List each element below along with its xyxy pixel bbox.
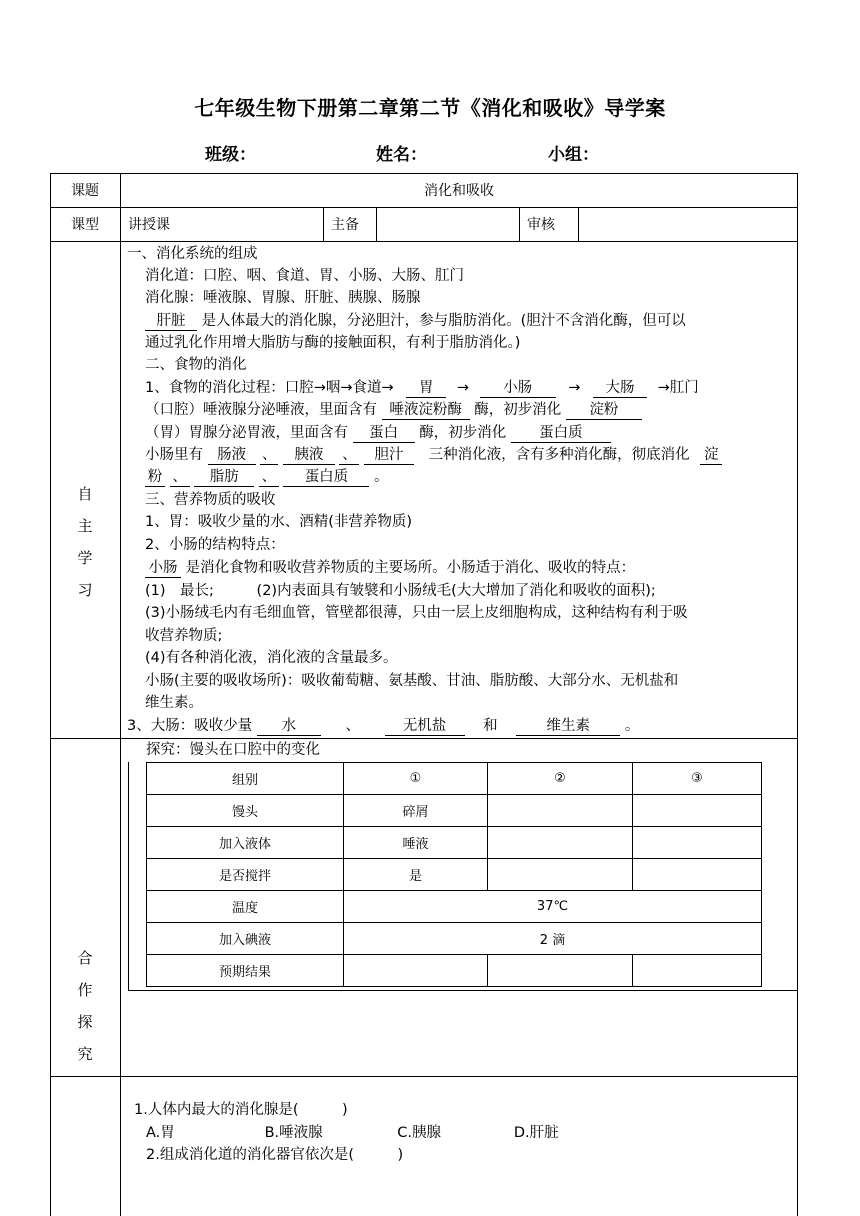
table-row	[147, 859, 762, 891]
name-label: 姓名：	[376, 145, 427, 165]
question-2: 2.组成消化道的消化器官依次是( )	[146, 1147, 404, 1163]
table-header-cell: ①	[344, 763, 488, 795]
section-label-self-study: 自 主 学 习	[77, 485, 93, 599]
table-cell: 是	[344, 859, 488, 891]
text-line: 1、胃：吸收少量的水、酒精(非营养物质)	[145, 514, 413, 530]
answer-blank: 肝脏	[145, 313, 197, 331]
text-line: (1) 最长; (2)内表面具有皱襞和小肠绒毛(大大增加了消化和吸收的面积);	[145, 583, 656, 599]
table-row	[147, 795, 762, 827]
document-title: 七年级生物下册第二章第二节《消化和吸收》导学案	[194, 96, 666, 120]
grid-line	[50, 1076, 798, 1077]
section-heading: 二、食物的消化	[145, 357, 247, 373]
table-row	[147, 955, 762, 987]
review-label: 审核	[527, 217, 555, 233]
text-line: (3)小肠绒毛内有毛细血管，管壁都很薄，只由一层上皮细胞构成，这种结构有利于吸	[145, 605, 688, 621]
table-header-cell: 组别	[147, 763, 344, 795]
answer-blank: 脂肪	[194, 469, 254, 487]
table-cell	[488, 955, 633, 987]
text-line: （胃）胃腺分泌胃液，里面含有 蛋白 酶，初步消化 蛋白质	[145, 422, 811, 444]
section-label-cooperative: 合 作 探 究	[77, 949, 93, 1063]
text-line: 3、大肠：吸收少量 水 、 无机盐 和 维生素 。	[127, 718, 640, 734]
table-cell	[488, 795, 633, 827]
answer-blank: 胃	[406, 380, 446, 398]
text-line: 1、食物的消化过程：口腔→咽→食道→ 胃 → 小肠 → 大肠 →肛门	[145, 380, 699, 396]
table-row	[147, 763, 762, 795]
answer-blank: 小肠	[480, 380, 556, 398]
answer-blank: 肠液	[208, 447, 256, 465]
answer-blank: 大肠	[593, 380, 647, 398]
grid-line	[578, 207, 579, 241]
text-line: （口腔）唾液腺分泌唾液，里面含有 唾液淀粉酶 酶，初步消化 淀粉	[145, 399, 811, 421]
row-label: 加入碘液	[147, 923, 344, 955]
type-label: 课型	[71, 217, 99, 233]
answer-blank: 粉	[145, 469, 165, 487]
option-b: B.唾液腺	[264, 1125, 323, 1141]
option-c: C.胰腺	[397, 1125, 441, 1141]
row-label: 加入液体	[147, 827, 344, 859]
text-line: 小肠(主要的吸收场所)：吸收葡萄糖、氨基酸、甘油、脂肪酸、大部分水、无机盐和	[145, 673, 679, 689]
table-cell	[633, 955, 762, 987]
class-label: 班级：	[205, 145, 256, 165]
question-1: 1.人体内最大的消化腺是( )	[134, 1102, 348, 1118]
answer-blank: 淀粉	[566, 402, 642, 420]
answer-blank: 胆汁	[364, 447, 414, 465]
table-cell	[633, 859, 762, 891]
text-line: 小肠里有 肠液 、 胰液 、 胆汁 三种消化液，含有多种消化酶，彻底消化 淀	[145, 444, 811, 466]
text-line: (4)有各种消化液，消化液的含量最多。	[145, 650, 398, 666]
table-cell	[633, 827, 762, 859]
prep-label: 主备	[331, 217, 359, 233]
answer-blank: 蛋白质	[283, 469, 369, 487]
text-line: 通过乳化作用增大脂肪与酶的接触面积，有利于脂肪消化。)	[145, 335, 521, 351]
answer-blank: 维生素	[516, 718, 620, 736]
text-line: 粉 、 脂肪 、 蛋白质 。	[145, 466, 811, 488]
table-cell: 2 滴	[344, 923, 762, 955]
answer-blank: 蛋白质	[511, 425, 611, 443]
row-label: 馒头	[147, 795, 344, 827]
group-label: 小组：	[548, 145, 599, 165]
option-a: A.胃	[146, 1125, 175, 1141]
text-line: 肝脏 是人体最大的消化腺，分泌胆汁，参与脂肪消化。(胆汁不含消化酶，但可以	[145, 310, 811, 332]
grid-line	[120, 173, 121, 1216]
table-row	[147, 891, 762, 923]
topic-value: 消化和吸收	[424, 183, 494, 199]
text-line: 2、小肠的结构特点：	[145, 537, 285, 553]
experiment-heading: 探究：馒头在口腔中的变化	[146, 742, 320, 758]
answer-blank: 胰液	[283, 447, 335, 465]
grid-line	[376, 207, 377, 241]
grid-line	[50, 207, 798, 208]
table-cell: 碎屑	[344, 795, 488, 827]
experiment-table	[146, 762, 762, 987]
row-label: 温度	[147, 891, 344, 923]
answer-blank: 淀	[700, 447, 722, 465]
answer-blank: 水	[257, 718, 321, 736]
table-row	[147, 827, 762, 859]
grid-line	[519, 207, 520, 241]
table-cell	[633, 795, 762, 827]
answer-blank: 小肠	[145, 560, 181, 578]
table-row	[147, 923, 762, 955]
answer-blank: 蛋白	[353, 425, 415, 443]
table-cell: 37℃	[344, 891, 762, 923]
table-cell	[344, 955, 488, 987]
section-heading: 三、营养物质的吸收	[145, 492, 276, 508]
text-line: 消化腺：唾液腺、胃腺、肝脏、胰腺、肠腺	[145, 290, 421, 306]
question-1-options	[146, 1122, 628, 1144]
answer-blank: 无机盐	[385, 718, 465, 736]
grid-line	[50, 241, 798, 242]
option-d: D.肝脏	[513, 1125, 559, 1141]
topic-label: 课题	[71, 183, 99, 199]
table-cell	[488, 827, 633, 859]
table-header-cell: ③	[633, 763, 762, 795]
table-cell: 唾液	[344, 827, 488, 859]
text-line: 消化道：口腔、咽、食道、胃、小肠、大肠、肛门	[145, 268, 464, 284]
text-line: 收营养物质;	[145, 628, 223, 644]
table-cell	[488, 859, 633, 891]
answer-blank: 唾液淀粉酶	[382, 402, 470, 420]
table-header-cell: ②	[488, 763, 633, 795]
row-label: 预期结果	[147, 955, 344, 987]
text-line: 维生素。	[145, 695, 203, 711]
text-line: 小肠 是消化食物和吸收营养物质的主要场所。小肠适于消化、吸收的特点：	[145, 557, 811, 579]
grid-line	[323, 207, 324, 241]
section-heading: 一、消化系统的组成	[127, 246, 258, 262]
row-label: 是否搅拌	[147, 859, 344, 891]
type-value: 讲授课	[128, 217, 170, 233]
